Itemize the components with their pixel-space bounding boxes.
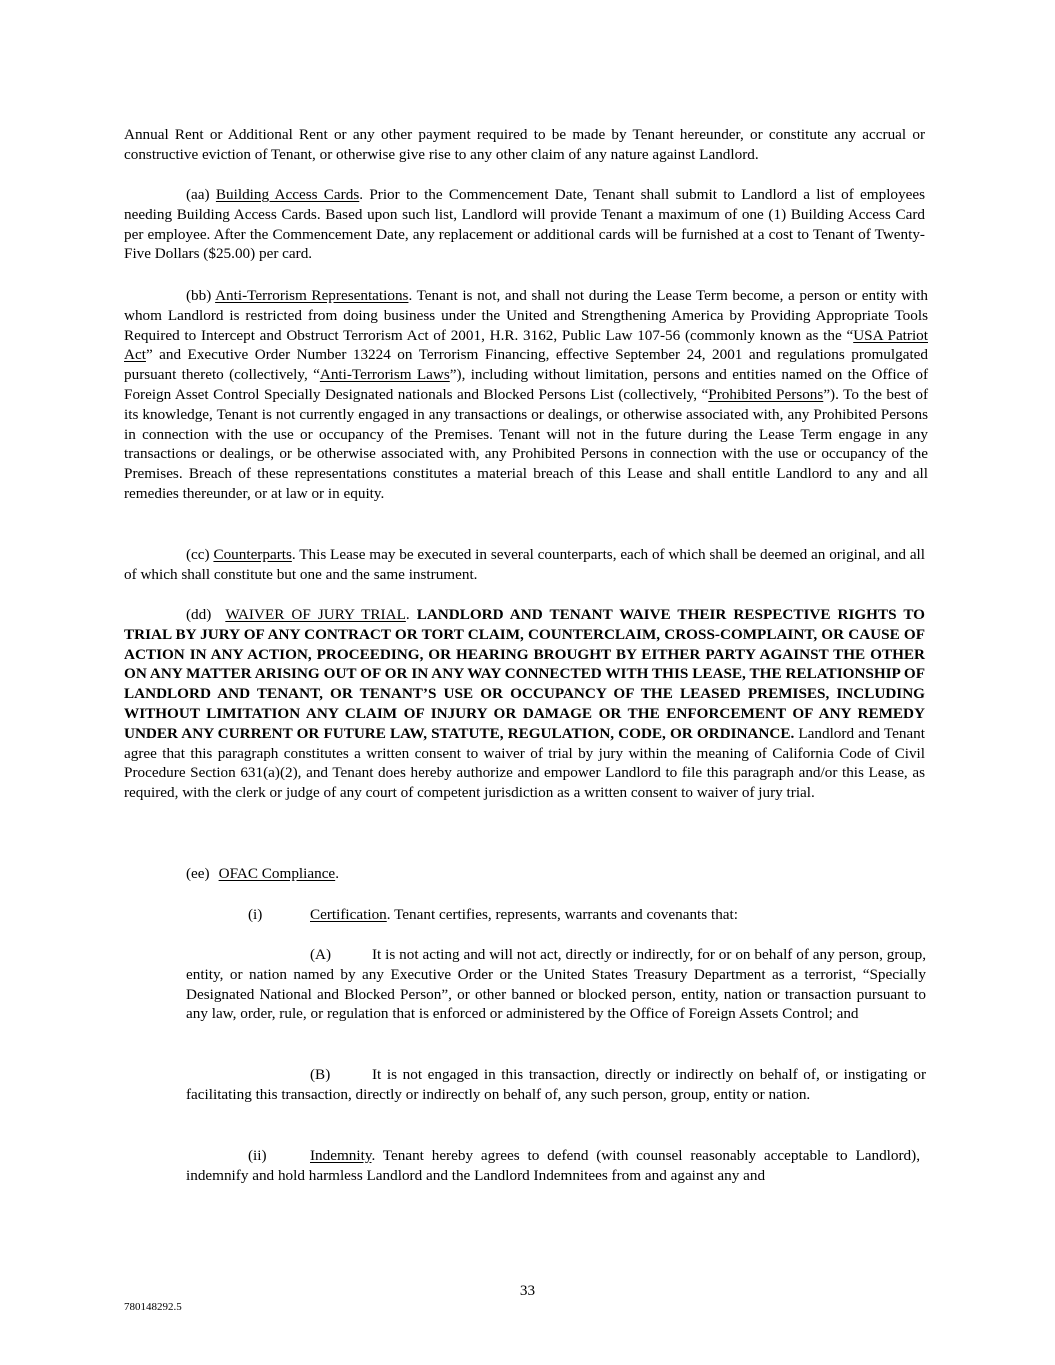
clause-number: (B) [310,1066,331,1083]
section-text: ”), including without limitation, persons and entities named on the Office of Foreign Asset Control Specially Designated nationals and Blocked Persons List (collectively, “ [124,366,929,403]
clause-text: It is not acting and will not act, directly or indirectly, for or on behalf of any person, group, entity, or nation named by any Executive Order or the United States Treasury Department as a terrorist, “Specially Designated National and Blocked Person”, or other banned or blocked person, entity, nation or transaction pursuant to any law, order, rule, or regulation that is enforced or administered by the Office of Foreign Assets Control; and [186,946,926,1023]
waiver-bold-text: LANDLORD AND TENANT WAIVE THEIR RESPECTIVE RIGHTS TO TRIAL BY JURY OF ANY CONTRACT OR TORT CLAIM, COUNTERCLAIM, CROSS-COMPLAINT, OR CAUSE OF ACTION IN ANY ACTION, PROCEEDING, OR HEARING BROUGHT BY EITHER PARTY AGAINST THE OTHER ON ANY MATTER ARISING OUT OF OR IN ANY WAY CONNECTED WITH THIS LEASE, THE RELATIONSHIP OF LANDLORD AND TENANT, OR TENANT’S USE OR OCCUPANCY OF THE LEASED PREMISES, INCLUDING WITHOUT LIMITATION ANY CLAIM OF INJURY OR DAMAGE OR THE ENFORCEMENT OF ANY REMEDY UNDER ANY CURRENT OR FUTURE LAW, STATUTE, REGULATION, CODE, OR ORDINANCE. [124,606,925,742]
clause-A [186,945,926,1024]
paragraph-text: Annual Rent or Additional Rent or any other payment required to be made by Tenant hereunder, or constitute any accrual or constructive eviction of Tenant, or otherwise give rise to any other claim of any nature against Landlord. [124,126,925,163]
section-number: (bb) [186,287,212,304]
section-title: OFAC Compliance [218,865,336,882]
section-title: WAIVER OF JURY TRIAL [225,606,406,623]
clause-number: (A) [310,946,332,963]
subsection-title: Indemnity [310,1147,372,1164]
punctuation: . [405,606,410,623]
section-title: Anti-Terrorism Representations [215,287,409,304]
section-text: ” and Executive Order Number 13224 on Terrorism Financing, effective September 24, 2001 and regulations promulgated pursuant thereto (collectively, “ [124,346,928,384]
subsection-number: (ii) [248,1147,267,1164]
section-number: (dd) [186,606,212,623]
defined-term: Anti-Terrorism Laws [319,366,450,384]
section-number: (aa) [186,186,210,203]
section-text: ”). To the best of its knowledge, Tenant is not currently engaged in any transactions or dealings, or otherwise associated with, any Prohibited Persons in connection with the use or occupancy of the Premises. Tenant will not in the future during the Lease Term engage in any transactions or dealings, or be otherwise associated with, any Prohibited Persons in connection with the use or occupancy of the Premises. Breach of these representations constitutes a material breach of this Lease and shall entitle Landlord to any and all remedies thereunder, or at law or in equity. [124,385,928,502]
section-title: Counterparts [213,546,292,563]
document-id: 780148292.5 [124,1301,182,1313]
clause-B [186,1065,926,1105]
subsection-number: (i) [248,906,263,923]
subsection-text: . Tenant certifies, represents, warrants and covenants that: [386,906,738,923]
defined-term: Prohibited Persons [708,385,824,403]
section-title: Building Access Cards [215,186,360,203]
section-text: . This Lease may be executed in several counterparts, each of which shall be deemed an original, and all of which shall constitute but one and the same instrument. [124,546,925,583]
subsection-text: . Tenant hereby agrees to defend (with counsel reasonably acceptable to Landlord), indemnify and hold harmless Landlord and the Landlord Indemnitees from and against any and [186,1147,920,1184]
subsection-ii [186,1146,920,1186]
section-bb [124,286,928,504]
section-text: Landlord and Tenant agree that this paragraph constitutes a written consent to waiver of trial by jury within the meaning of California Code of Civil Procedure Section 631(a)(2), and Tenant does hereby authorize and empower Landlord to file this paragraph and/or this Lease, as required, with the clerk or judge of any court of competent jurisdiction as a written consent to waiver of jury trial. [124,724,925,802]
section-cc [124,545,925,585]
subsection-title: Certification [310,906,387,923]
clause-text: It is not engaged in this transaction, directly or indirectly on behalf of, or instigating or facilitating this transaction, directly or indirectly on behalf of, any such person, group, entity or nation. [186,1066,926,1103]
defined-term: USA Patriot Act [124,326,928,364]
punctuation: . [335,865,339,882]
section-aa [124,185,925,264]
subsection-i [248,905,925,925]
page-number: 33 [519,1282,536,1299]
section-text: . Tenant is not, and shall not during the Lease Term become, a person or entity with whom Landlord is restricted from doing business under the United and Strengthening America by Providing Appropriate Tools Required to Intercept and Obstruct Terrorism Act of 2001, H.R. 3162, Public Law 107-56 (commonly known as the “ [124,287,928,344]
section-dd [124,605,925,803]
section-number: (cc) [186,546,210,563]
section-ee [186,864,926,884]
continuation-paragraph [124,125,925,165]
section-text: . Prior to the Commencement Date, Tenant shall submit to Landlord a list of employees needing Building Access Cards. Based upon such list, Landlord will provide Tenant a maximum of one (1) Building Access Card per employee. After the Commencement Date, any replacement or additional cards will be furnished at a cost to Tenant of Twenty-Five Dollars ($25.00) per card. [124,186,925,263]
section-number: (ee) [186,865,210,882]
